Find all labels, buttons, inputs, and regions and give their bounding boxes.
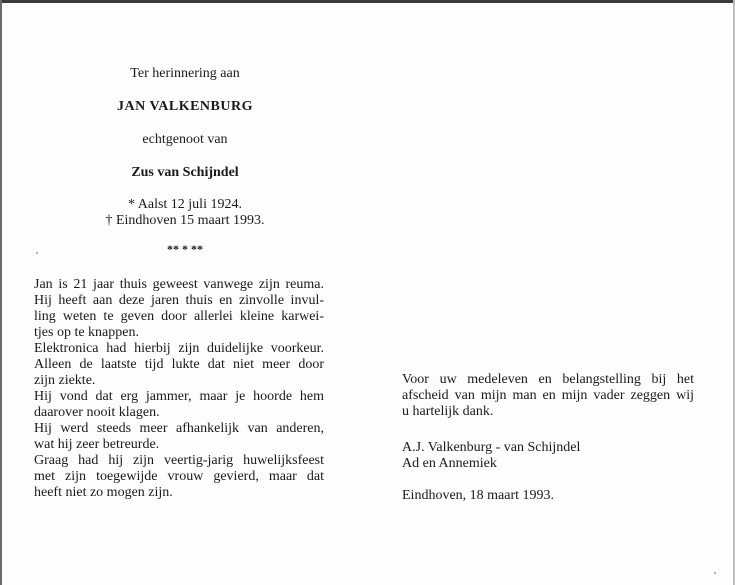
card-top-edge <box>0 0 735 3</box>
thanks-line: u hartelijk dank. <box>402 404 494 419</box>
tribute-line: zijn ziekte. <box>34 373 96 388</box>
tribute-line: tjes op te knappen. <box>34 325 139 340</box>
relation-text: echtgenoot van <box>142 132 228 147</box>
thanks-line: Voor uw medeleven en belangstelling bij het <box>402 372 694 387</box>
deceased-name: JAN VALKENBURG <box>116 99 253 114</box>
thanks-line: afscheid van mijn man en mijn vader zeggen wij <box>402 388 694 403</box>
card-left-edge <box>0 0 2 585</box>
separator-stars: ** * ** <box>167 242 203 256</box>
scan-speck <box>714 572 716 574</box>
tribute-line: heeft niet zo mogen zijn. <box>34 485 173 500</box>
tribute-line: Hij vond dat erg jammer, maar je hoorde hem <box>34 389 324 404</box>
tribute-line: daarover nooit klagen. <box>34 405 160 420</box>
tribute-line: Hij werd steeds meer afhankelijk van anderen, <box>34 421 324 436</box>
tribute-line: Elektronica had hierbij zijn duidelijke voorkeur. <box>34 341 324 356</box>
birth-line: * Aalst 12 juli 1924. <box>128 197 242 212</box>
tribute-line: met zijn toegewijde vrouw gevierd, maar dat <box>34 469 324 484</box>
place-date: Eindhoven, 18 maart 1993. <box>402 488 555 503</box>
scan-speck <box>36 252 38 254</box>
tribute-line: Hij heeft aan deze jaren thuis en zinvolle invul- <box>34 293 324 308</box>
spouse-name: Zus van Schijndel <box>131 165 239 180</box>
tribute-line: Jan is 21 jaar thuis geweest vanwege zijn reuma. <box>34 277 324 292</box>
tribute-line: ling weten te geven door allerlei kleine karwei- <box>34 309 324 324</box>
tribute-line: wat hij zeer betreurde. <box>34 437 160 452</box>
tribute-line: Graag had hij zijn veertig-jarig huwelijksfeest <box>34 453 324 468</box>
death-line: † Eindhoven 15 maart 1993. <box>105 213 265 228</box>
signature-line: Ad en Annemiek <box>402 456 497 471</box>
signature-line: A.J. Valkenburg - van Schijndel <box>402 440 581 455</box>
intro-text: Ter herinnering aan <box>130 66 240 81</box>
tribute-line: Alleen de laatste tijd lukte dat niet meer door <box>34 357 324 372</box>
